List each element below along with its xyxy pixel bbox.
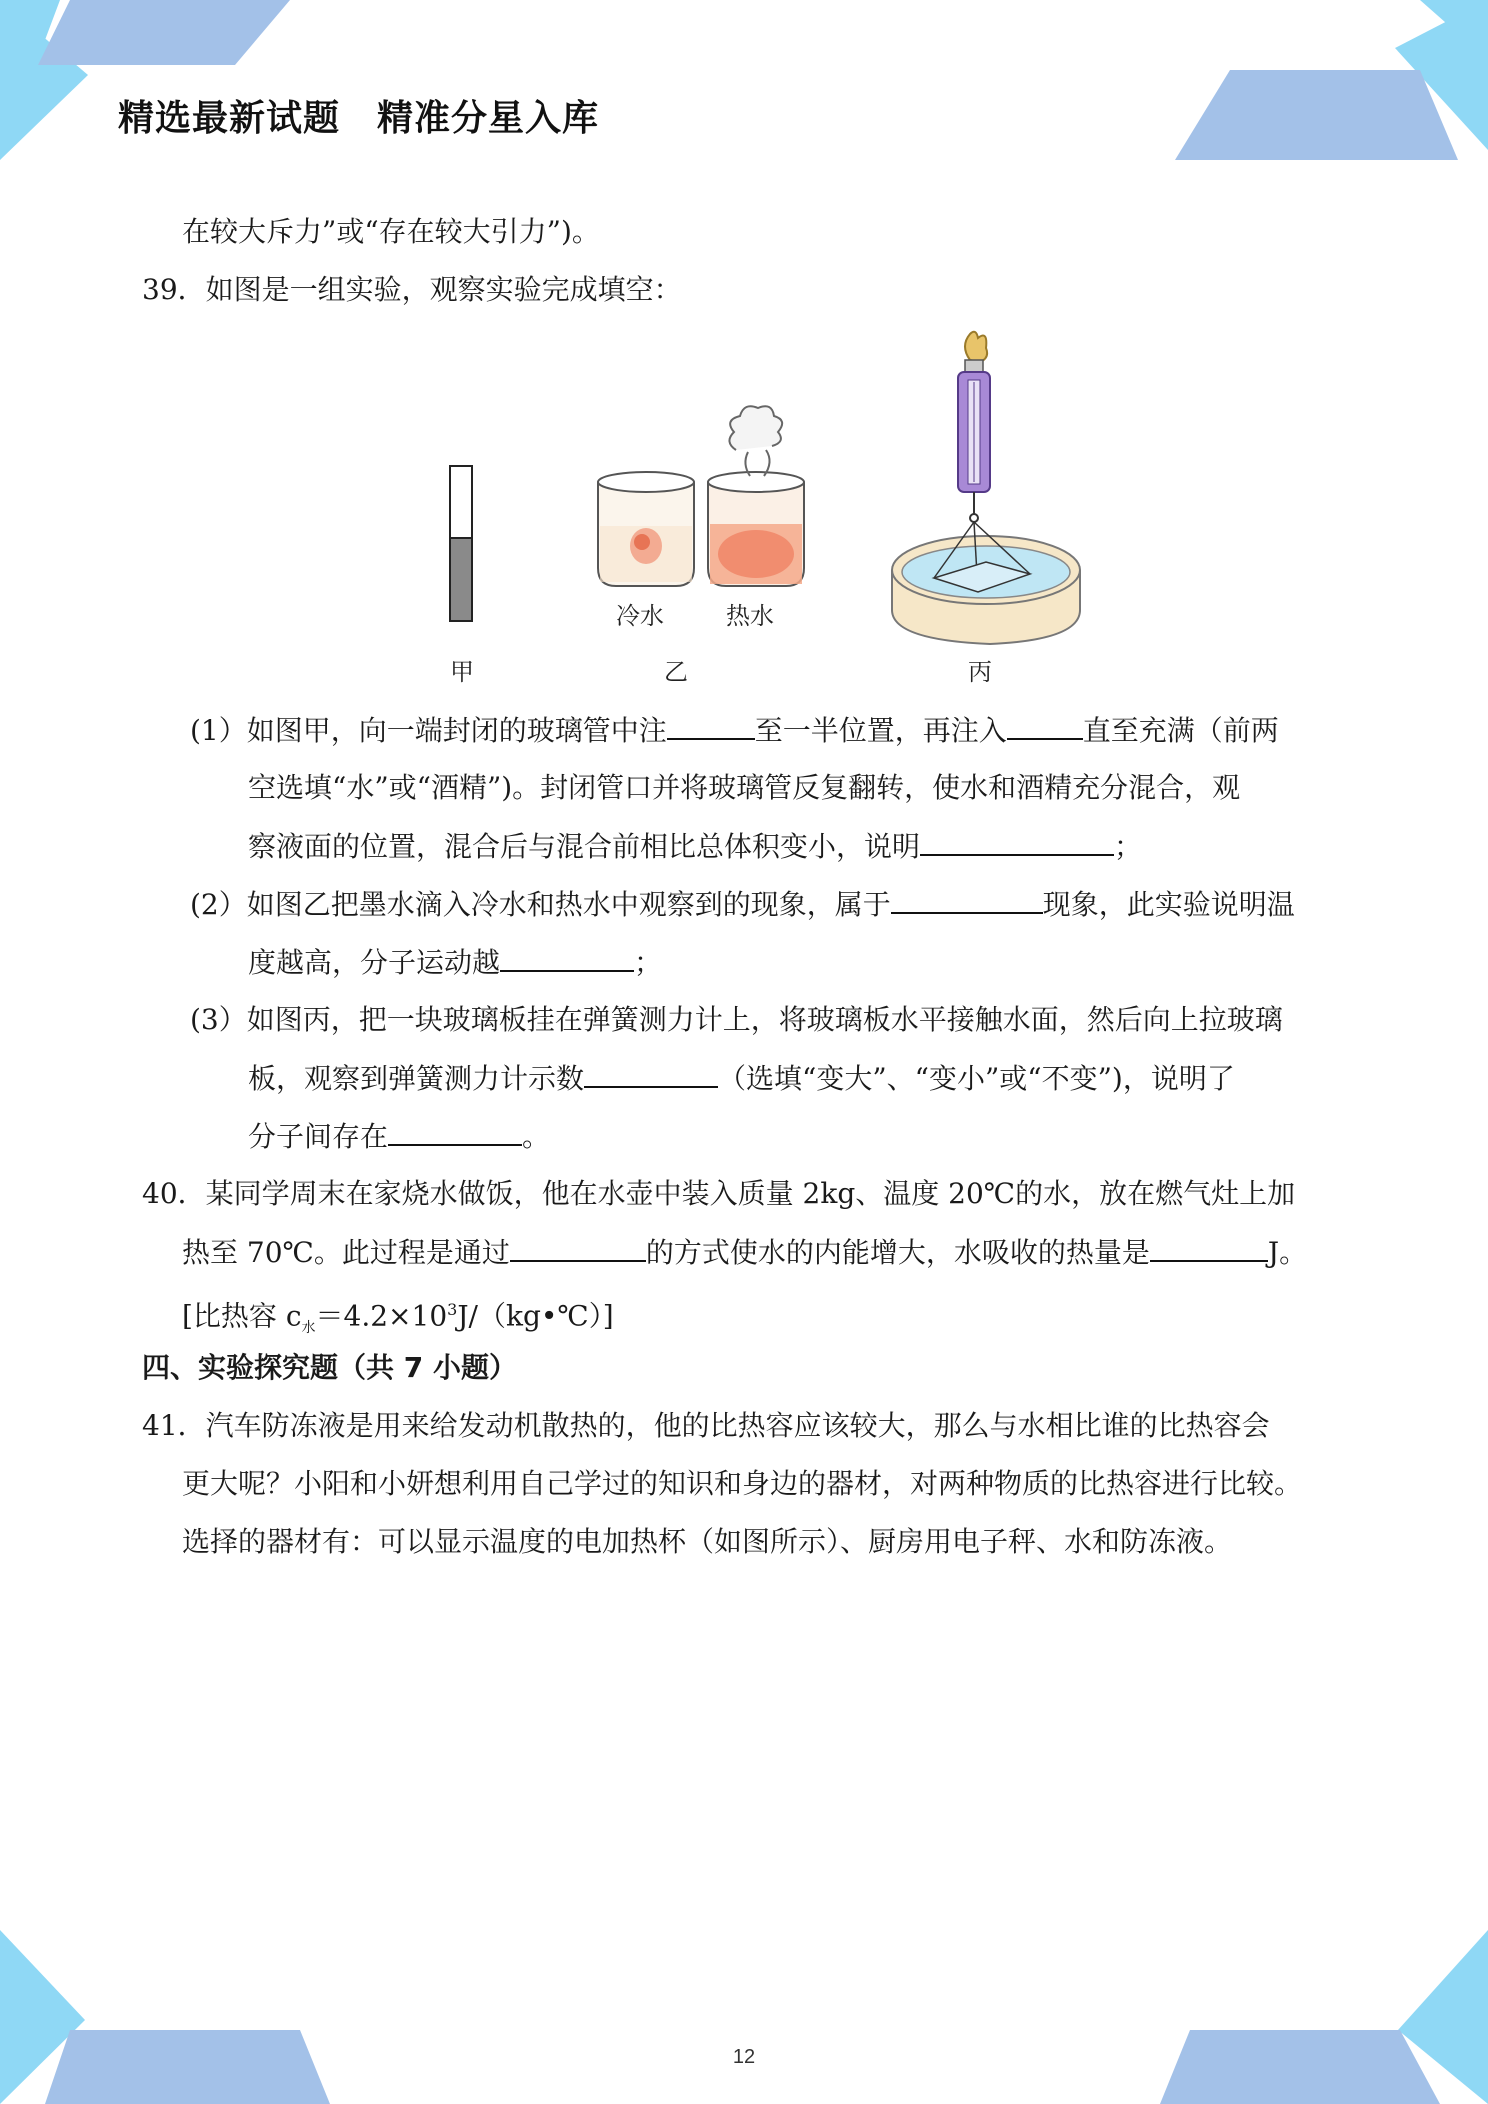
header-title: 精选最新试题 精准分星入库 [118, 98, 600, 139]
sub-question-1: (1）如图甲，向一端封闭的玻璃管中注 至一半位置，再注入 直至充满（前两 [190, 710, 1279, 751]
question-41: 41．汽车防冻液是用来给发动机散热的，他的比热容应该较大，那么与水相比谁的比热容会 [142, 1409, 1270, 1442]
text-line: 热至 70℃。此过程是通过 的方式使水的内能增大，水吸收的热量是 J。 [182, 1232, 1307, 1273]
formula-line: [比热容 $c_水=4.2\times 10^3J/(kg•℃)$] [182, 1299, 614, 1336]
question-40: 40．某同学周末在家烧水做饭，他在水壶中装入质量 2kg、温度 20℃的水，放在燃气灶上加 [142, 1177, 1296, 1210]
sub-question-3: (3）如图丙，把一块玻璃板挂在弹簧测力计上，将玻璃板水平接触水面，然后向上拉玻璃 [190, 1003, 1283, 1036]
page-number: 12 [732, 2046, 756, 2068]
text-line: 选择的器材有：可以显示温度的电加热杯（如图所示）、厨房用电子秤、水和防冻液。 [182, 1525, 1233, 1558]
cold-water-beaker [598, 472, 694, 586]
answer-blank[interactable] [1150, 1232, 1268, 1262]
section-heading: 四、实验探究题（共 7 小题） [142, 1351, 517, 1384]
spring-scale [958, 332, 990, 522]
corner-decoration-bottom [0, 1930, 1488, 2104]
water-basin [892, 522, 1080, 644]
corner-decoration-top [0, 0, 1488, 170]
answer-blank[interactable] [667, 710, 755, 740]
answer-blank[interactable] [584, 1058, 718, 1088]
answer-blank[interactable] [1007, 710, 1083, 740]
figure-label-bing: 丙 [968, 658, 992, 686]
answer-blank[interactable] [388, 1116, 522, 1146]
sub-question-2: (2）如图乙把墨水滴入冷水和热水中观察到的现象，属于 现象，此实验说明温 [190, 884, 1295, 925]
text-line: 更大呢？小阳和小妍想利用自己学过的知识和身边的器材，对两种物质的比热容进行比较。 [182, 1467, 1303, 1500]
experiment-figure [430, 330, 1090, 690]
figure-label-jia: 甲 [450, 658, 474, 686]
beaker-label-cold: 冷水 [616, 602, 664, 630]
question-39: 39．如图是一组实验，观察实验完成填空： [142, 273, 682, 306]
answer-blank[interactable] [891, 884, 1043, 914]
answer-blank[interactable] [500, 942, 634, 972]
text-line: 板，观察到弹簧测力计示数 （选填“变大”、“变小”或“不变”)，说明了 [248, 1058, 1235, 1099]
text-line: 察液面的位置，混合后与混合前相比总体积变小，说明 ； [248, 826, 1142, 867]
glass-tube [450, 466, 472, 621]
answer-blank[interactable] [510, 1232, 646, 1262]
superscript: 3 [447, 1300, 458, 1319]
text-line: 在较大斥力”或“存在较大引力”)。 [182, 215, 600, 248]
text-line: 度越高，分子运动越 ； [248, 942, 662, 983]
beaker-label-hot: 热水 [726, 602, 774, 630]
text-line: 空选填“水”或“酒精”)。封闭管口并将玻璃管反复翻转，使水和酒精充分混合，观 [248, 771, 1241, 804]
figure-label-yi: 乙 [664, 658, 688, 686]
subscript: 水 [301, 1319, 316, 1336]
answer-blank[interactable] [920, 826, 1114, 856]
text-line: 分子间存在 。 [248, 1116, 550, 1157]
hot-water-beaker [708, 406, 804, 586]
